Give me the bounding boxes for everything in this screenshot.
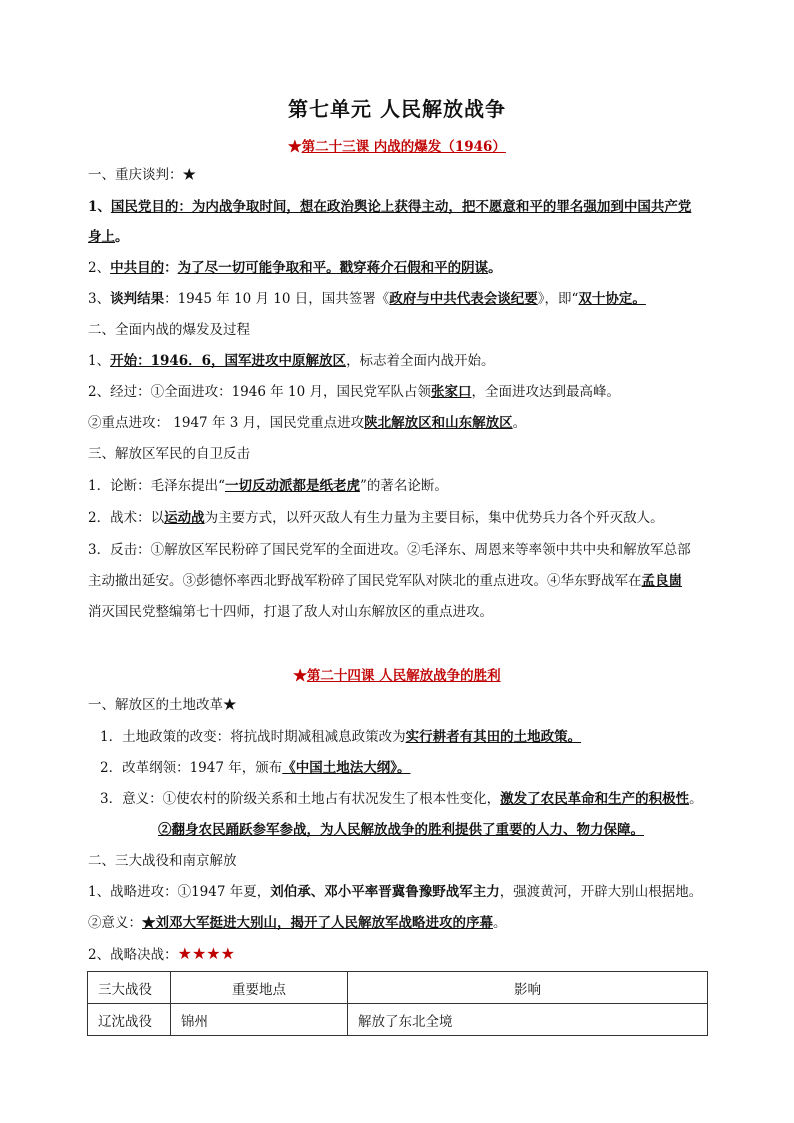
paragraph: 1．土地政策的改变：将抗战时期减租减息政策改为实行耕者有其田的土地政策。 (100, 729, 582, 745)
section-heading: 三、解放区军民的自卫反击 (88, 446, 250, 462)
table-header-cell: 重要地点 (171, 972, 348, 1004)
table-cell: 辽沈战役 (88, 1004, 171, 1036)
paragraph: 2、中共目的：为了尽一切可能争取和平。戳穿蒋介石假和平的阴谋。 (88, 260, 502, 276)
lesson-24-heading (0, 664, 794, 684)
paragraph: 1、国民党目的：为内战争取时间，想在政治舆论上获得主动，把不愿意和平的罪名强加到中国共产党 (88, 199, 692, 215)
paragraph: 1、战略进攻：①1947 年夏，刘伯承、邓小平率晋冀鲁豫野战军主力，强渡黄河，开辟大别山根据地。 (88, 884, 703, 900)
star-icon: ★ (223, 697, 237, 713)
star-icon: ★ (293, 668, 307, 684)
table-cell: 锦州 (171, 1004, 348, 1036)
star-icon: ★ (288, 139, 302, 155)
table-header-cell: 影响 (348, 972, 708, 1004)
paragraph-continued: ②翻身农民踊跃参军参战，为人民解放战争的胜利提供了重要的人力、物力保障。 (158, 822, 644, 838)
paragraph: ②意义：★刘邓大军挺进大别山，揭开了人民解放军战略进攻的序幕。 (88, 915, 507, 931)
section-heading: 一、重庆谈判：★ (88, 167, 196, 183)
paragraph: 3．意义：①使农村的阶级关系和土地占有状况发生了根本性变化，激发了农民革命和生产的积极性。 (100, 791, 703, 807)
battles-table (87, 971, 708, 1036)
paragraph: 2、经过：①全面进攻：1946 年 10 月，国民党军队占领张家口，全面进攻达到最高峰。 (88, 384, 620, 400)
paragraph: 2、战略决战：★★★★ (88, 944, 235, 963)
star-icon: ★ (182, 167, 196, 183)
lesson-24-label: 第二十四课 人民解放战争的胜利 (306, 668, 501, 684)
paragraph: 2．改革纲领：1947 年，颁布《中国土地法大纲》。 (100, 760, 411, 776)
section-heading: 一、解放区的土地改革★ (88, 697, 237, 713)
paragraph: 1、开始：1946．6，国军进攻中原解放区，标志着全面内战开始。 (88, 353, 495, 369)
paragraph-continued: 消灭国民党整编第七十四师，打退了敌人对山东解放区的重点进攻。 (88, 604, 493, 620)
table-row (88, 1004, 708, 1036)
table-header-row (88, 972, 708, 1004)
lesson-23-label: 第二十三课 内战的爆发（1946） (301, 139, 506, 155)
paragraph-continued: 主动撤出延安。③彭德怀率西北野战军粉碎了国民党军队对陕北的重点进攻。④华东野战军在孟良崮 (88, 573, 682, 589)
paragraph-continued: 身上。 (88, 229, 129, 245)
table-cell: 解放了东北全境 (348, 1004, 708, 1036)
paragraph: ②重点进攻： 1947 年 3 月，国民党重点进攻陕北解放区和山东解放区。 (88, 415, 527, 431)
paragraph: 3．反击：①解放区军民粉碎了国民党军的全面进攻。②毛泽东、周恩来等率领中共中央和解放军总部 (88, 542, 691, 558)
table-header-cell: 三大战役 (88, 972, 171, 1004)
paragraph: 2．战术：以运动战为主要方式，以歼灭敌人有生力量为主要目标，集中优势兵力各个歼灭敌人。 (88, 510, 664, 526)
lesson-23-heading (0, 135, 794, 155)
paragraph: 3、谈判结果：1945 年 10 月 10 日，国共签署《政府与中共代表会谈纪要》，即“双十协定。 (88, 291, 646, 307)
paragraph: 1．论断：毛泽东提出“一切反动派都是纸老虎”的著名论断。 (88, 478, 448, 494)
section-heading: 二、三大战役和南京解放 (88, 853, 237, 869)
section-heading: 二、全面内战的爆发及过程 (88, 322, 250, 338)
rating-stars-icon: ★★★★ (177, 944, 235, 963)
page-title: 第七单元 人民解放战争 (288, 97, 506, 121)
